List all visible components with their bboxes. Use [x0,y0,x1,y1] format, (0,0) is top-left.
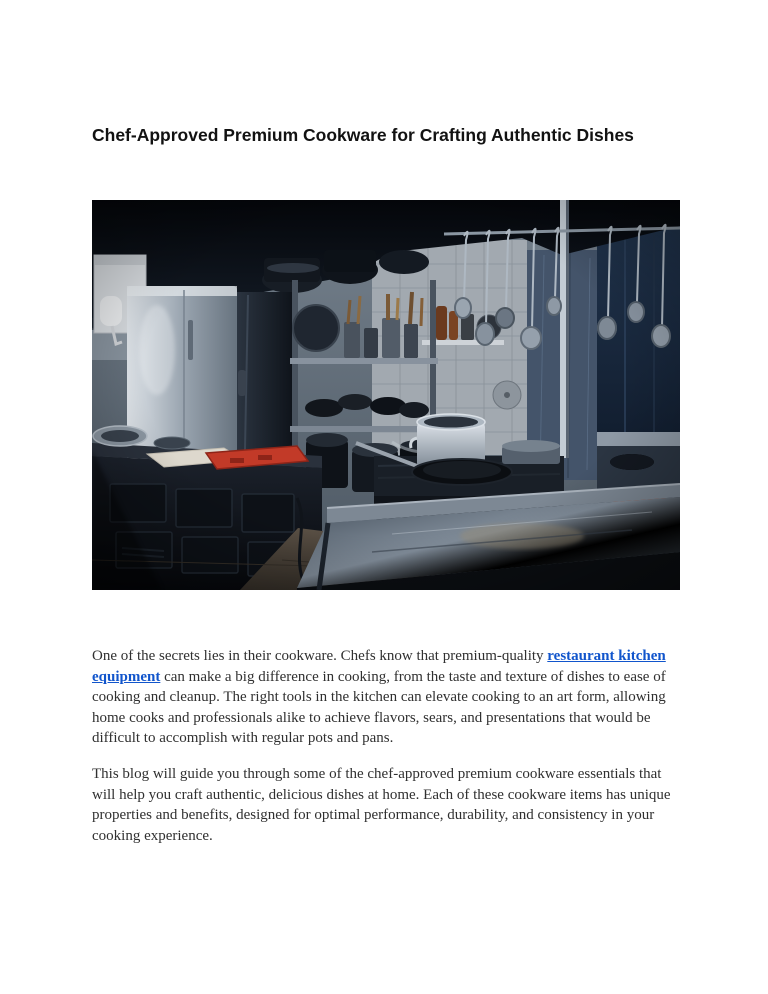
article-body [92,646,682,861]
photo-vignette [92,200,680,590]
text-run: can make a big difference in cooking, from the taste and texture of dishes to ease of cooking and cleanup. The right tools in the kitchen can elevate cooking to an art form, allowing home cooks and professionals alike to achieve flavors, sears, and presentations that would be difficult to accomplish with regular pots and pans. [92,668,666,747]
text-run: One of the secrets lies in their cookware. Chefs know that premium-quality [92,648,548,664]
text-run: This blog will guide you through some of the chef-approved premium cookware essentials that will help you craft authentic, delicious dishes at home. Each of these cookware items has unique properties and benefits, designed for optimal performance, durability, and consistency in your cooking experience. [92,765,671,844]
restaurant-kitchen-equipment-link[interactable]: restaurant kitchen equipment [92,648,666,685]
kitchen-photo-illustration [92,200,680,590]
kitchen-photo [92,200,680,590]
paragraph [92,646,682,749]
paragraph [92,764,682,846]
article-title: Chef-Approved Premium Cookware for Crafting Authentic Dishes [92,125,634,145]
